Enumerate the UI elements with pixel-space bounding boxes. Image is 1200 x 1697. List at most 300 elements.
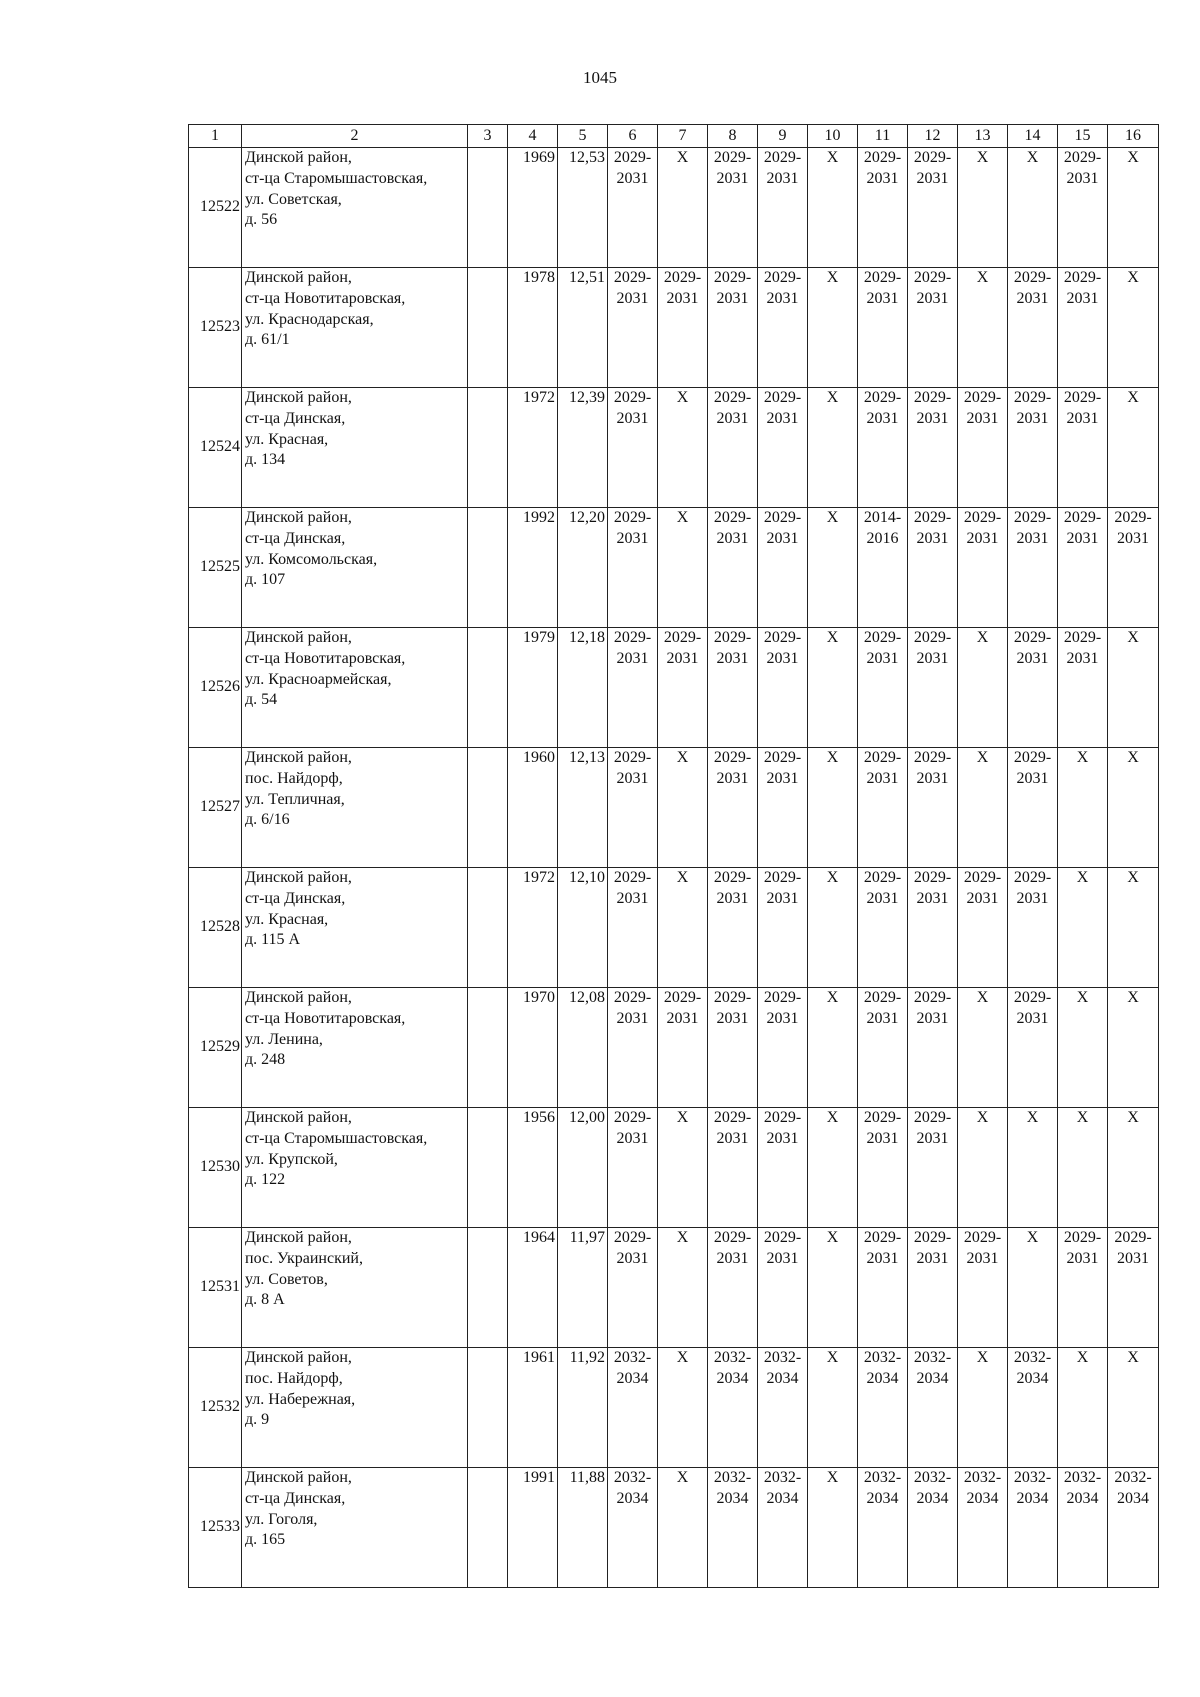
address-cell xyxy=(242,148,468,268)
period-cell-col-6 xyxy=(608,1228,658,1348)
period-value: 2031 xyxy=(1117,1249,1149,1267)
address-line: ул. Гоголя, xyxy=(245,1510,318,1528)
period-cell-col-7 xyxy=(658,1468,708,1588)
period-value: 2032- xyxy=(863,1349,902,1366)
empty-cell xyxy=(468,1348,508,1468)
column-number-header: 16 xyxy=(1108,125,1159,148)
period-value: 2031 xyxy=(1016,769,1049,787)
period-value: X xyxy=(1127,869,1139,886)
period-value: X xyxy=(1076,989,1089,1006)
period-cell-col-14 xyxy=(1008,268,1058,388)
address-line: д. 56 xyxy=(245,211,278,229)
period-cell-col-13 xyxy=(958,868,1008,988)
period-value: X xyxy=(826,149,839,166)
period-value: 2029- xyxy=(963,389,1002,406)
record-id-cell: 12528 xyxy=(189,868,242,988)
address-line: д. 115 А xyxy=(245,931,301,949)
period-value: 2034 xyxy=(966,1489,999,1507)
period-cell-col-10 xyxy=(808,388,858,508)
period-cell-col-13 xyxy=(958,268,1008,388)
address-line: д. 9 xyxy=(245,1411,270,1429)
record-id-cell: 12526 xyxy=(189,628,242,748)
period-value: 2031 xyxy=(916,169,949,187)
period-cell-col-16 xyxy=(1108,508,1159,628)
period-cell-col-8 xyxy=(708,1348,758,1468)
period-value: 2029- xyxy=(1063,149,1102,166)
period-value: 2031 xyxy=(766,409,799,427)
period-value: 2029- xyxy=(763,629,802,646)
period-value: 2029- xyxy=(763,1229,802,1246)
period-value: 2029- xyxy=(613,389,652,406)
period-value: 2029- xyxy=(1063,269,1102,286)
period-cell-col-16 xyxy=(1108,388,1159,508)
page-number: 1045 xyxy=(583,68,617,87)
period-cell-col-14 xyxy=(1008,1348,1058,1468)
period-cell-col-14 xyxy=(1008,388,1058,508)
period-cell-col-10 xyxy=(808,628,858,748)
address-line: Динской район, xyxy=(245,1109,352,1126)
period-cell-col-16 xyxy=(1108,1468,1159,1588)
table-row xyxy=(189,388,1159,508)
period-value: 2031 xyxy=(866,169,899,187)
period-value: 2029- xyxy=(863,389,902,406)
period-value: 2034 xyxy=(1016,1489,1049,1507)
period-cell-col-9 xyxy=(758,148,808,268)
period-cell-col-8 xyxy=(708,988,758,1108)
period-cell-col-13 xyxy=(958,148,1008,268)
empty-cell xyxy=(468,748,508,868)
period-cell-col-8 xyxy=(708,628,758,748)
column-number-header: 14 xyxy=(1008,125,1058,148)
period-value: 2029- xyxy=(863,149,902,166)
period-value: 2034 xyxy=(716,1369,749,1387)
period-value: X xyxy=(1127,389,1139,406)
empty-cell xyxy=(468,628,508,748)
period-value: 2032- xyxy=(1114,1469,1152,1486)
period-value: 2032- xyxy=(613,1349,652,1366)
period-cell-col-12 xyxy=(908,268,958,388)
period-cell-col-11 xyxy=(858,1348,908,1468)
address-line: д. 248 xyxy=(245,1051,286,1069)
period-cell-col-15 xyxy=(1058,1108,1108,1228)
period-value: 2029- xyxy=(963,509,1002,526)
empty-cell xyxy=(468,868,508,988)
period-value: 2029- xyxy=(863,989,902,1006)
address-line: пос. Украинский, xyxy=(245,1249,363,1267)
period-value: 2029- xyxy=(913,629,952,646)
period-cell-col-11 xyxy=(858,1228,908,1348)
period-cell-col-9 xyxy=(758,1468,808,1588)
area-cell: 11,88 xyxy=(558,1468,608,1588)
period-value: 2031 xyxy=(866,1249,899,1267)
period-value: 2031 xyxy=(966,1249,999,1267)
period-value: 2029- xyxy=(763,1109,802,1126)
period-value: X xyxy=(976,1109,989,1126)
period-value: 2029- xyxy=(713,869,752,886)
period-value: 2029- xyxy=(763,509,802,526)
period-value: 2029- xyxy=(713,989,752,1006)
address-line: ул. Набережная, xyxy=(245,1390,356,1408)
address-line: Динской район, xyxy=(245,1469,352,1486)
period-cell-col-10 xyxy=(808,868,858,988)
period-cell-col-13 xyxy=(958,388,1008,508)
period-cell-col-9 xyxy=(758,268,808,388)
period-cell-col-8 xyxy=(708,508,758,628)
table-row xyxy=(189,1228,1159,1348)
period-value: 2032- xyxy=(963,1469,1002,1486)
period-value: 2031 xyxy=(916,289,949,307)
period-value: 2029- xyxy=(763,989,802,1006)
period-value: X xyxy=(676,1469,689,1486)
period-value: 2032- xyxy=(763,1349,802,1366)
period-cell-col-12 xyxy=(908,1348,958,1468)
period-value: 2029- xyxy=(1013,509,1052,526)
column-number-header: 2 xyxy=(242,125,468,148)
period-cell-col-6 xyxy=(608,148,658,268)
empty-cell xyxy=(468,1468,508,1588)
period-value: X xyxy=(1127,749,1139,766)
period-value: 2032- xyxy=(863,1469,902,1486)
period-cell-col-15 xyxy=(1058,988,1108,1108)
period-value: 2034 xyxy=(916,1489,949,1507)
period-value: 2031 xyxy=(1066,289,1099,307)
period-value: X xyxy=(1026,1109,1039,1126)
period-value: 2031 xyxy=(716,289,749,307)
period-cell-col-16 xyxy=(1108,1108,1159,1228)
period-cell-col-11 xyxy=(858,388,908,508)
period-cell-col-15 xyxy=(1058,748,1108,868)
address-line: Динской район, xyxy=(245,749,352,766)
period-cell-col-16 xyxy=(1108,628,1159,748)
period-value: X xyxy=(826,869,839,886)
period-cell-col-7 xyxy=(658,1108,708,1228)
period-cell-col-13 xyxy=(958,1468,1008,1588)
address-cell xyxy=(242,508,468,628)
period-value: X xyxy=(826,1469,839,1486)
period-value: 2031 xyxy=(1016,1009,1049,1027)
period-value: X xyxy=(1076,1349,1089,1366)
period-value: 2029- xyxy=(763,269,802,286)
year-cell: 1961 xyxy=(508,1348,558,1468)
address-line: Динской район, xyxy=(245,1229,352,1246)
period-value: X xyxy=(1127,269,1139,286)
period-value: X xyxy=(676,389,689,406)
period-value: 2031 xyxy=(766,769,799,787)
period-cell-col-12 xyxy=(908,628,958,748)
period-cell-col-10 xyxy=(808,1228,858,1348)
period-cell-col-16 xyxy=(1108,1228,1159,1348)
address-line: Динской район, xyxy=(245,869,352,886)
housing-registry-table xyxy=(188,124,1159,1588)
period-value: X xyxy=(1076,1109,1089,1126)
period-cell-col-8 xyxy=(708,1468,758,1588)
area-cell: 12,20 xyxy=(558,508,608,628)
area-cell: 12,00 xyxy=(558,1108,608,1228)
period-value: X xyxy=(976,749,989,766)
period-cell-col-8 xyxy=(708,148,758,268)
period-cell-col-12 xyxy=(908,148,958,268)
period-cell-col-16 xyxy=(1108,868,1159,988)
period-value: 2031 xyxy=(666,649,699,667)
column-number-header: 15 xyxy=(1058,125,1108,148)
period-value: 2029- xyxy=(613,1229,652,1246)
period-value: 2029- xyxy=(863,1109,902,1126)
period-cell-col-12 xyxy=(908,1228,958,1348)
year-cell: 1964 xyxy=(508,1228,558,1348)
area-cell: 12,18 xyxy=(558,628,608,748)
period-value: 2031 xyxy=(1066,1249,1099,1267)
address-line: ст-ца Динская, xyxy=(245,409,346,427)
address-line: д. 6/16 xyxy=(245,811,290,829)
period-value: 2031 xyxy=(716,649,749,667)
period-cell-col-6 xyxy=(608,868,658,988)
period-cell-col-9 xyxy=(758,1108,808,1228)
period-value: 2029- xyxy=(913,869,952,886)
period-value: 2032- xyxy=(713,1349,752,1366)
period-value: 2029- xyxy=(1013,269,1052,286)
period-value: X xyxy=(1026,1229,1039,1246)
period-value: 2031 xyxy=(716,409,749,427)
period-cell-col-14 xyxy=(1008,148,1058,268)
period-cell-col-6 xyxy=(608,388,658,508)
period-cell-col-7 xyxy=(658,148,708,268)
period-value: 2032- xyxy=(913,1349,952,1366)
period-value: 2032- xyxy=(713,1469,752,1486)
period-value: 2034 xyxy=(1066,1489,1099,1507)
period-value: X xyxy=(676,869,689,886)
period-cell-col-13 xyxy=(958,1108,1008,1228)
address-line: д. 165 xyxy=(245,1531,286,1549)
period-value: 2034 xyxy=(916,1369,949,1387)
area-cell: 12,51 xyxy=(558,268,608,388)
period-value: 2031 xyxy=(866,769,899,787)
record-id-cell: 12523 xyxy=(189,268,242,388)
period-value: 2029- xyxy=(613,509,652,526)
address-line: ул. Красноармейская, xyxy=(245,670,392,688)
period-cell-col-13 xyxy=(958,1348,1008,1468)
period-value: 2031 xyxy=(716,169,749,187)
period-value: 2029- xyxy=(713,629,752,646)
record-id-cell: 12529 xyxy=(189,988,242,1108)
period-cell-col-7 xyxy=(658,508,708,628)
address-cell xyxy=(242,1228,468,1348)
empty-cell xyxy=(468,1108,508,1228)
period-value: 2031 xyxy=(1066,409,1099,427)
period-value: 2029- xyxy=(1063,509,1102,526)
table-row xyxy=(189,508,1159,628)
period-cell-col-8 xyxy=(708,1108,758,1228)
period-value: 2031 xyxy=(966,889,999,907)
address-cell xyxy=(242,1348,468,1468)
empty-cell xyxy=(468,1228,508,1348)
table-row xyxy=(189,628,1159,748)
period-cell-col-16 xyxy=(1108,148,1159,268)
empty-cell xyxy=(468,388,508,508)
period-value: 2029- xyxy=(913,269,952,286)
period-value: 2031 xyxy=(916,1249,949,1267)
period-cell-col-14 xyxy=(1008,868,1058,988)
period-value: 2029- xyxy=(1063,389,1102,406)
period-cell-col-11 xyxy=(858,628,908,748)
period-value: X xyxy=(676,509,689,526)
address-line: Динской район, xyxy=(245,389,352,406)
table-row xyxy=(189,868,1159,988)
period-value: 2029- xyxy=(913,749,952,766)
period-value: 2014- xyxy=(863,509,902,526)
period-cell-col-9 xyxy=(758,988,808,1108)
area-cell: 12,13 xyxy=(558,748,608,868)
year-cell: 1972 xyxy=(508,388,558,508)
period-cell-col-7 xyxy=(658,1348,708,1468)
period-cell-col-15 xyxy=(1058,148,1108,268)
period-cell-col-15 xyxy=(1058,628,1108,748)
table-row xyxy=(189,1108,1159,1228)
period-cell-col-14 xyxy=(1008,628,1058,748)
period-value: 2029- xyxy=(713,269,752,286)
period-value: 2031 xyxy=(1016,409,1049,427)
period-value: 2032- xyxy=(1013,1469,1052,1486)
area-cell: 11,97 xyxy=(558,1228,608,1348)
column-number-header-row xyxy=(189,125,1159,148)
period-cell-col-12 xyxy=(908,988,958,1108)
period-value: X xyxy=(1127,629,1139,646)
column-number-header: 4 xyxy=(508,125,558,148)
table-row xyxy=(189,268,1159,388)
period-cell-col-8 xyxy=(708,268,758,388)
period-value: 2031 xyxy=(866,649,899,667)
address-line: Динской район, xyxy=(245,989,352,1006)
address-line: д. 8 А xyxy=(245,1291,285,1309)
period-value: 2034 xyxy=(766,1369,799,1387)
period-value: 2031 xyxy=(766,1249,799,1267)
period-cell-col-13 xyxy=(958,508,1008,628)
period-value: 2031 xyxy=(716,529,749,547)
period-value: X xyxy=(1076,749,1089,766)
period-value: 2029- xyxy=(963,1229,1002,1246)
period-value: X xyxy=(976,269,989,286)
period-value: 2031 xyxy=(1016,529,1049,547)
period-value: 2029- xyxy=(663,989,702,1006)
period-value: 2029- xyxy=(863,629,902,646)
period-value: 2029- xyxy=(613,1109,652,1126)
period-value: 2029- xyxy=(713,1229,752,1246)
address-line: д. 61/1 xyxy=(245,331,290,349)
column-number-header: 5 xyxy=(558,125,608,148)
period-cell-col-6 xyxy=(608,748,658,868)
period-value: X xyxy=(676,149,689,166)
address-line: Динской район, xyxy=(245,269,352,286)
period-value: 2031 xyxy=(616,889,649,907)
period-value: 2029- xyxy=(663,269,702,286)
period-value: 2031 xyxy=(1066,169,1099,187)
area-cell: 12,08 xyxy=(558,988,608,1108)
address-line: ст-ца Динская, xyxy=(245,529,346,547)
period-cell-col-7 xyxy=(658,628,708,748)
year-cell: 1972 xyxy=(508,868,558,988)
period-value: 2029- xyxy=(1063,629,1102,646)
address-line: ул. Советов, xyxy=(245,1270,328,1288)
period-value: 2029- xyxy=(763,389,802,406)
address-line: ул. Советская, xyxy=(245,190,342,208)
period-value: 2029- xyxy=(863,869,902,886)
period-value: 2031 xyxy=(716,769,749,787)
period-value: 2032- xyxy=(1063,1469,1102,1486)
period-value: X xyxy=(976,629,989,646)
period-value: 2029- xyxy=(1114,1229,1152,1246)
period-value: 2031 xyxy=(966,409,999,427)
period-cell-col-6 xyxy=(608,1348,658,1468)
period-value: X xyxy=(826,1349,839,1366)
period-value: 2034 xyxy=(1117,1489,1149,1507)
period-value: 2031 xyxy=(916,1129,949,1147)
period-cell-col-8 xyxy=(708,388,758,508)
period-value: 2034 xyxy=(716,1489,749,1507)
period-value: X xyxy=(826,1109,839,1126)
year-cell: 1992 xyxy=(508,508,558,628)
period-value: 2031 xyxy=(916,889,949,907)
period-value: 2031 xyxy=(916,529,949,547)
period-value: 2031 xyxy=(666,289,699,307)
period-value: X xyxy=(826,989,839,1006)
address-line: ул. Краснодарская, xyxy=(245,310,374,328)
record-id-cell: 12525 xyxy=(189,508,242,628)
period-value: 2031 xyxy=(866,409,899,427)
address-line: ст-ца Динская, xyxy=(245,1489,346,1507)
period-cell-col-9 xyxy=(758,628,808,748)
period-value: 2029- xyxy=(1013,869,1052,886)
address-line: ул. Ленина, xyxy=(245,1030,323,1048)
period-value: 2029- xyxy=(713,149,752,166)
period-value: 2034 xyxy=(616,1489,649,1507)
period-cell-col-6 xyxy=(608,988,658,1108)
address-line: ст-ца Старомышастовская, xyxy=(245,1129,428,1147)
period-value: 2031 xyxy=(766,1129,799,1147)
period-value: 2031 xyxy=(966,529,999,547)
period-value: X xyxy=(1076,869,1089,886)
period-value: 2029- xyxy=(613,989,652,1006)
column-number-header: 1 xyxy=(189,125,242,148)
period-value: 2029- xyxy=(913,1229,952,1246)
period-value: 2029- xyxy=(863,269,902,286)
period-value: 2031 xyxy=(916,769,949,787)
period-cell-col-9 xyxy=(758,748,808,868)
address-line: ул. Тепличная, xyxy=(245,790,345,808)
period-value: 2029- xyxy=(713,1109,752,1126)
period-value: X xyxy=(826,269,839,286)
period-value: X xyxy=(1127,1109,1139,1126)
record-id-cell: 12533 xyxy=(189,1468,242,1588)
period-value: X xyxy=(1127,1349,1139,1366)
period-value: 2031 xyxy=(866,289,899,307)
period-value: 2029- xyxy=(863,749,902,766)
period-value: 2029- xyxy=(963,869,1002,886)
period-value: 2031 xyxy=(916,409,949,427)
period-cell-col-7 xyxy=(658,1228,708,1348)
address-line: Динской район, xyxy=(245,629,352,646)
period-cell-col-16 xyxy=(1108,1348,1159,1468)
address-line: Динской район, xyxy=(245,509,352,526)
record-id-cell: 12531 xyxy=(189,1228,242,1348)
record-id-cell: 12527 xyxy=(189,748,242,868)
empty-cell xyxy=(468,988,508,1108)
column-number-header: 7 xyxy=(658,125,708,148)
period-cell-col-15 xyxy=(1058,1468,1108,1588)
address-cell xyxy=(242,628,468,748)
address-line: Динской район, xyxy=(245,1349,352,1366)
period-value: 2029- xyxy=(863,1229,902,1246)
period-value: X xyxy=(676,1109,689,1126)
period-value: 2029- xyxy=(613,749,652,766)
